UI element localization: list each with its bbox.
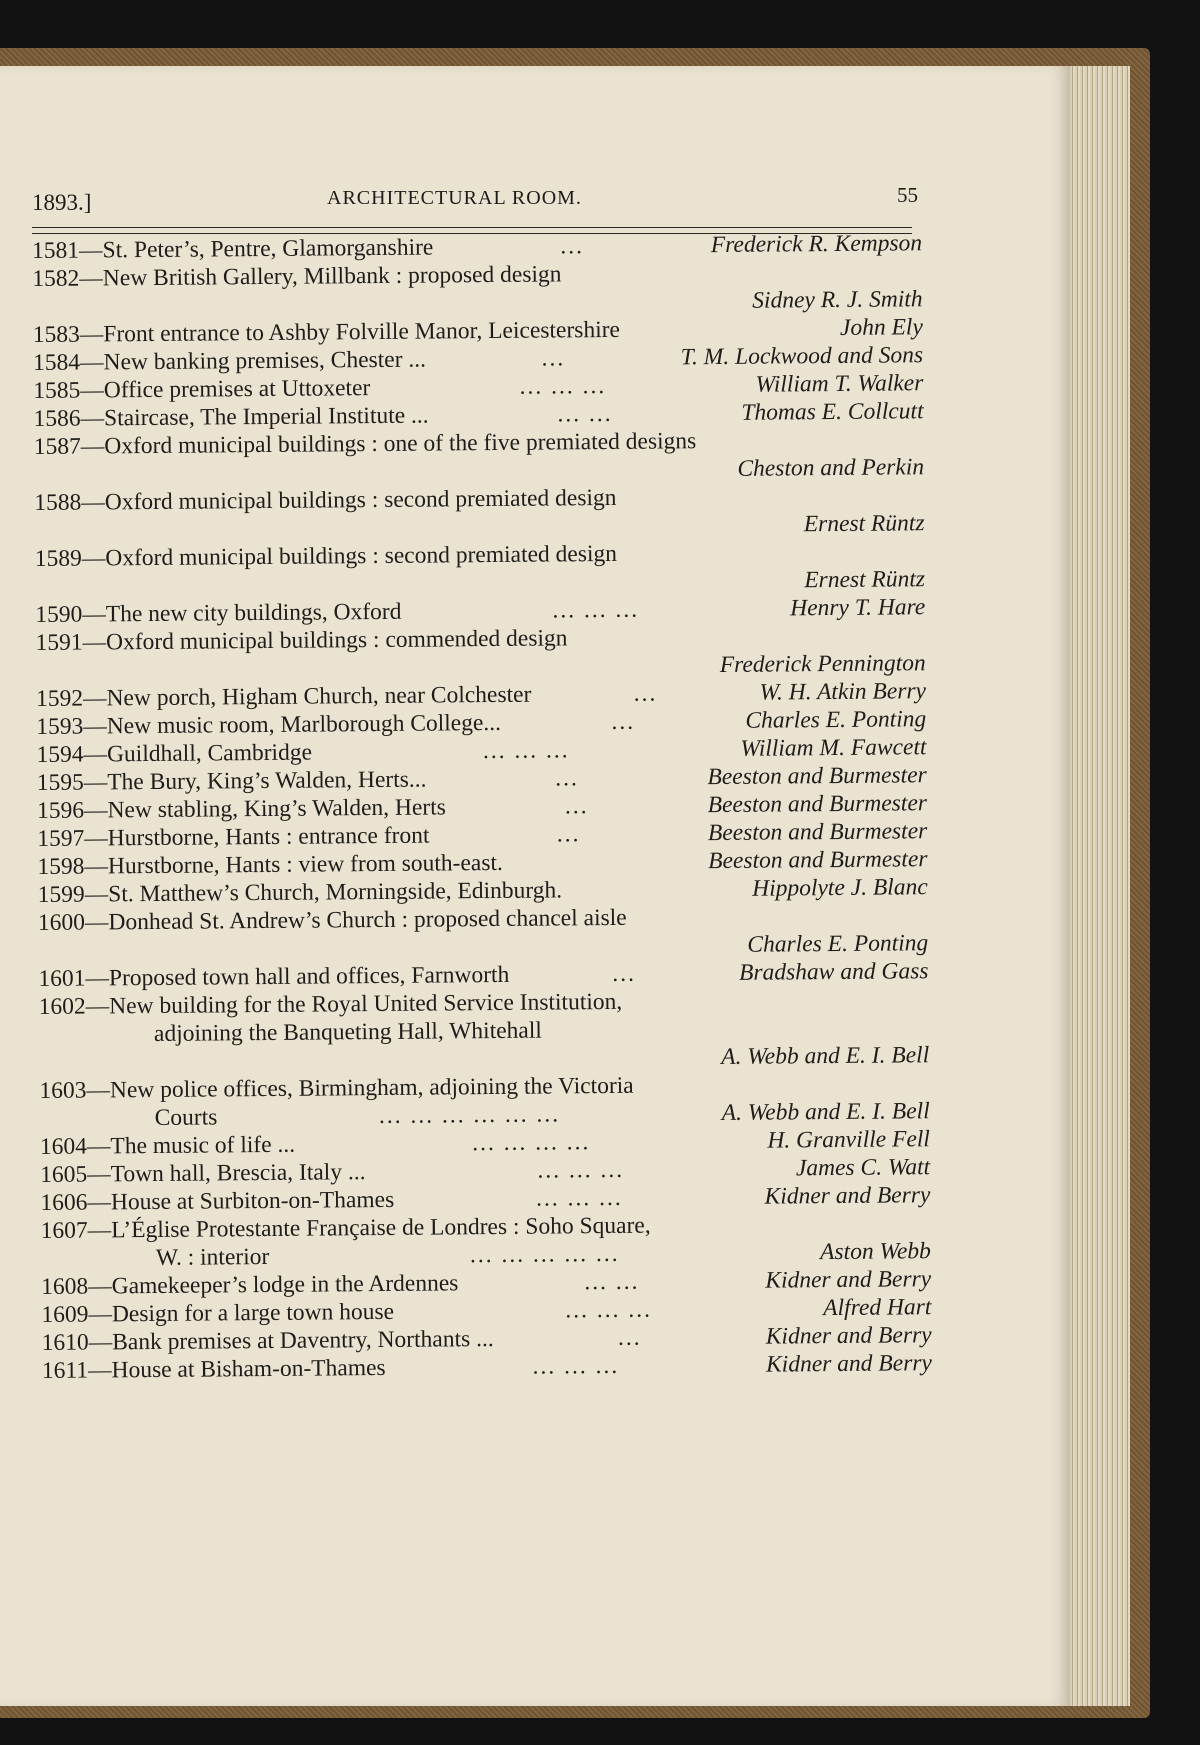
entry-architect: Beeston and Burmester [707, 762, 927, 791]
entry-number: 1594 [36, 741, 84, 768]
catalogue-entry [34, 425, 924, 489]
entry-number: 1585 [33, 377, 81, 404]
leader-dots [503, 868, 708, 870]
entry-title: St. Matthew’s Church, Morningside, Edinburgh. [108, 877, 563, 908]
entry-title: New police offices, Birmingham, adjoining the Victoria [109, 1072, 634, 1104]
entry-number: 1600 [37, 909, 86, 936]
leader-dots: ... ... ... ... ... [469, 1240, 620, 1269]
entry-architect: Alfred Hart [823, 1294, 932, 1322]
leader-dots [620, 335, 840, 337]
entry-dash: — [87, 1161, 111, 1188]
entry-number: 1582 [32, 265, 80, 292]
leader-dots: ... ... ... [535, 1184, 623, 1212]
entry-architect: Frederick R. Kempson [710, 230, 923, 259]
leader-dots: ... ... ... [532, 1352, 620, 1380]
entry-title: The Bury, King’s Walden, Herts... [107, 766, 427, 796]
leader-dots: ... ... ... [482, 737, 570, 765]
entry-architect: Bradshaw and Gass [738, 958, 929, 986]
entry-architect: Frederick Pennington [719, 650, 926, 679]
entry-dash: — [88, 1273, 112, 1300]
entry-number: 1602 [38, 993, 86, 1020]
leader-dots: ... [612, 960, 637, 987]
entry-dash: — [87, 1357, 112, 1384]
entry-title: New building for the Royal United Service Institution, [109, 988, 623, 1020]
entry-number: 1593 [36, 713, 84, 740]
leader-dots: ... ... [557, 400, 613, 428]
entry-architect: Ernest Rüntz [804, 566, 926, 594]
entry-title: Hurstborne, Hants : entrance front [107, 822, 430, 852]
entry-dash: — [80, 433, 105, 460]
leader-dots: ... ... ... [565, 1296, 653, 1324]
entry-number: 1583 [32, 321, 80, 348]
leader-dots [562, 896, 752, 898]
catalogue-list [32, 229, 932, 1385]
leader-dots: ... [617, 1324, 642, 1351]
entry-title: New music room, Marlborough College... [106, 709, 502, 740]
entry-title: House at Bisham-on-Thames [111, 1354, 386, 1384]
leader-dots: ... ... [584, 1268, 640, 1296]
entry-number: 1604 [39, 1133, 88, 1160]
entry-architect: A. Webb and E. I. Bell [721, 1098, 930, 1127]
catalogue-entry [32, 257, 922, 321]
entry-continuation: W. : interior [155, 1243, 270, 1271]
entry-dash: — [87, 1189, 112, 1216]
entry-number: 1603 [39, 1077, 87, 1104]
entry-number: 1588 [34, 489, 82, 516]
entry-number: 1584 [32, 349, 81, 376]
catalogue-entry [35, 621, 925, 685]
entry-title: Oxford municipal buildings : second premiated design [105, 540, 618, 572]
entry-number: 1601 [38, 965, 86, 992]
entry-dash: — [82, 629, 107, 656]
entry-architect: Kidner and Berry [764, 1182, 931, 1210]
entry-number: 1587 [33, 433, 81, 460]
entry-continuation: Courts [154, 1104, 218, 1131]
entry-number: 1608 [41, 1273, 89, 1300]
entry-title: Front entrance to Ashby Folville Manor, Leicestershire [103, 316, 621, 348]
entry-architect: Beeston and Burmester [707, 818, 928, 847]
entry-title: Proposed town hall and offices, Farnworth [108, 961, 510, 992]
entry-title: Staircase, The Imperial Institute ... [103, 402, 429, 432]
leader-dots: ... [555, 765, 579, 792]
entry-number: 1581 [32, 237, 80, 264]
entry-number: 1610 [41, 1329, 89, 1356]
entry-number: 1607 [40, 1217, 88, 1244]
entry-dash: — [80, 405, 105, 432]
entry-title: Oxford municipal buildings : second premiated design [104, 484, 617, 516]
entry-dash: — [88, 1329, 113, 1356]
entry-title: Town hall, Brescia, Italy ... [110, 1159, 366, 1188]
leader-dots: ... ... ... [519, 372, 607, 400]
entry-dash: — [79, 321, 104, 348]
entry-number: 1605 [40, 1161, 88, 1188]
entry-architect: John Ely [839, 314, 923, 341]
entry-title: Gamekeeper’s lodge in the Ardennes [111, 1270, 459, 1300]
entry-architect: Hippolyte J. Blanc [752, 874, 928, 902]
entry-title: Bank premises at Daventry, Northants ... [112, 1326, 494, 1356]
entry-architect: Kidner and Berry [765, 1322, 932, 1350]
page-number: 55 [897, 183, 918, 207]
entry-architect: Beeston and Burmester [708, 846, 928, 875]
entry-dash: — [84, 909, 109, 936]
entry-title: New British Gallery, Millbank : proposed design [102, 261, 562, 292]
entry-number: 1590 [35, 601, 83, 628]
entry-dash: — [79, 265, 103, 292]
entry-number: 1606 [40, 1189, 88, 1216]
entry-dash: — [83, 769, 108, 796]
entry-number: 1586 [33, 405, 81, 432]
entry-architect: Thomas E. Collcutt [741, 398, 924, 426]
entry-title: The music of life ... [110, 1131, 296, 1160]
entry-architect: Beeston and Burmester [707, 790, 928, 819]
running-year: 1893.] [32, 190, 92, 215]
leader-dots: ... ... ... [537, 1156, 625, 1184]
entry-architect: Ernest Rüntz [803, 510, 925, 538]
entry-number: 1591 [35, 629, 83, 656]
entry-number: 1599 [37, 881, 85, 908]
entry-architect: H. Granville Fell [767, 1126, 931, 1154]
entry-architect: William T. Walker [755, 370, 924, 398]
entry-number: 1611 [41, 1357, 89, 1384]
entry-dash: — [84, 853, 109, 880]
entry-dash: — [82, 685, 107, 712]
entry-architect: Cheston and Perkin [737, 454, 925, 482]
entry-dash: — [80, 377, 104, 404]
entry-dash: — [86, 1077, 111, 1104]
entry-architect: Kidner and Berry [765, 1350, 932, 1378]
entry-architect: Sidney R. J. Smith [752, 286, 923, 314]
entry-dash: — [85, 993, 110, 1020]
entry-architect: Kidner and Berry [765, 1266, 932, 1294]
entry-title: New stabling, King’s Walden, Herts [107, 794, 446, 824]
leader-dots: ... [560, 233, 584, 260]
entry-dash: — [82, 601, 106, 628]
entry-number: 1598 [37, 853, 85, 880]
entry-architect: W. H. Atkin Berry [759, 678, 927, 706]
leader-dots: ... [556, 821, 581, 848]
catalogue-entry [39, 985, 930, 1077]
entry-dash: — [79, 237, 103, 264]
catalogue-entry [34, 481, 924, 545]
running-title: ARCHITECTURAL ROOM. [327, 187, 582, 209]
leader-dots: ... ... ... [552, 596, 640, 624]
entry-title: Design for a large town house [111, 1298, 395, 1328]
entry-dash: — [84, 881, 109, 908]
leader-dots: ... [564, 793, 589, 820]
entry-number: 1597 [37, 825, 85, 852]
entry-architect: Henry T. Hare [790, 594, 926, 622]
entry-dash: — [87, 1217, 112, 1244]
entry-title: Oxford municipal buildings : one of the five premiated designs [104, 428, 697, 460]
entry-dash: — [81, 489, 105, 516]
catalogue-entry [38, 901, 928, 965]
entry-title: St. Peter’s, Pentre, Glamorganshire [102, 234, 434, 264]
entry-continuation: adjoining the Banqueting Hall, Whitehall [153, 1017, 542, 1047]
leader-dots: ... [633, 680, 658, 707]
entry-title: New porch, Higham Church, near Colchester [106, 681, 532, 712]
entry-number: 1609 [41, 1301, 89, 1328]
entry-number: 1596 [36, 797, 85, 824]
leader-dots: ... ... ... ... [472, 1129, 591, 1157]
entry-title: Guildhall, Cambridge [106, 739, 313, 768]
entry-title: The new city buildings, Oxford [105, 598, 402, 628]
entry-title: Oxford municipal buildings : commended design [105, 625, 568, 656]
entry-title: Donhead St. Andrew’s Church : proposed chancel aisle [108, 904, 627, 936]
entry-dash: — [79, 349, 104, 376]
entry-dash: — [83, 741, 108, 768]
entry-architect: A. Webb and E. I. Bell [721, 1042, 930, 1071]
catalogue-entry [41, 1209, 931, 1273]
entry-architect: Charles E. Ponting [745, 706, 927, 734]
entry-dash: — [88, 1301, 113, 1328]
entry-dash: — [81, 545, 106, 572]
entry-dash: — [83, 713, 107, 740]
entry-architect: T. M. Lockwood and Sons [680, 342, 924, 371]
catalogue-entry [39, 1069, 929, 1133]
entry-title: Hurstborne, Hants : view from south-east. [107, 849, 503, 880]
entry-number: 1592 [35, 685, 84, 712]
entry-dash: — [84, 825, 108, 852]
entry-number: 1589 [34, 545, 82, 572]
running-header [32, 180, 918, 224]
entry-title: L’Église Protestante Française de Londres : Soho Square, [111, 1212, 651, 1244]
entry-architect: Charles E. Ponting [747, 930, 929, 958]
leader-dots: ... [611, 708, 636, 735]
catalogue-entry [35, 537, 925, 601]
entry-dash: — [85, 965, 110, 992]
entry-title: House at Surbiton-on-Thames [110, 1186, 395, 1216]
entry-architect: Aston Webb [820, 1238, 931, 1266]
entry-dash: — [86, 1133, 111, 1160]
entry-title: New banking premises, Chester ... [103, 346, 427, 376]
leader-dots: ... [541, 345, 566, 372]
entry-dash: — [83, 797, 108, 824]
entry-title: Office premises at Uttoxeter [103, 375, 371, 404]
entry-architect: William M. Fawcett [740, 734, 927, 762]
entry-architect: James C. Watt [795, 1154, 931, 1182]
entry-number: 1595 [36, 769, 84, 796]
leader-dots: ... ... ... ... ... ... [378, 1101, 561, 1130]
